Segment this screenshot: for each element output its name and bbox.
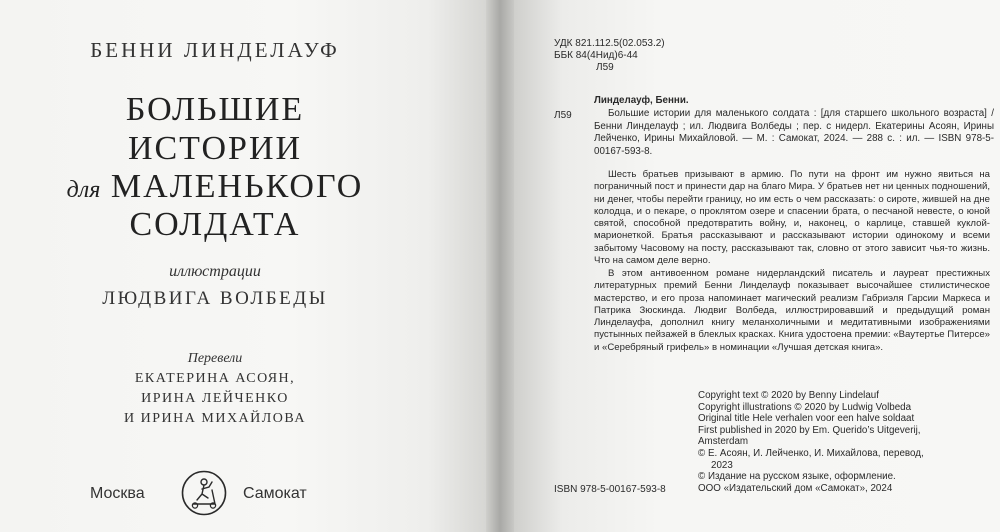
publisher-city: Москва [90,485,145,502]
copyright-line: 2023 [711,459,733,471]
copyright-block [698,390,998,494]
author-code: Л59 [596,62,614,73]
author-code-margin: Л59 [554,110,572,121]
illustrations-label: иллюстрации [169,263,261,280]
annotation-paragraph-1: Шесть братьев призывают в армию. По пути на фронт им нужно явиться на пограничный пост и принести дар на благо Мира. У братьев нет ни ценных подношений, ни денег, чтобы перейти границу, но им есть о чем рассказать: о сироте, жившей на дне колодца, и о пекаре, о проклятом озере и спасении брата, о песчаной невесте, о юной святой, способной предотвратить войну, и, наконец, о карлице, ставшей куклой-марионеткой. Братья рассказывают и рассказывают истории одинокому и всеми забытому Часовому на посту, рассказывают так, словно от этого зависит чья-то жизнь. Что на самом деле верно. [594,169,990,267]
copyright-line: © Е. Асоян, И. Лейченко, И. Михайлова, перевод, [698,447,924,459]
scooter-rider-icon [181,470,227,516]
copyright-line: First published in 2020 by Em. Querido’s Uitgeverij, [698,424,921,436]
copyright-line: Copyright text © 2020 by Benny Lindelauf [698,390,879,401]
translator-2: ИРИНА ЛЕЙЧЕНКО [141,391,289,406]
bbk-code: ББК 84(4Нид)6-44 [554,50,638,61]
copyright-line: © Издание на русском языке, оформление. [698,471,896,483]
annotation-paragraph-2: В этом антивоенном романе нидерландский писатель и лауреат престижных литературных премий Бенни Линделауф показывает высочайшее стилистическое мастерство, и его проза напоминает магический реализм Габриэля Гарсии Маркеса и Патрика Зюскинда. Людвиг Волбеда, иллюстрировавший и предыдущий роман Линделауфа, дополнил книгу меланхоличными и медитативными изображениями пустынных пейзажей в блеклых красках. Книга удостоена премии: «Ваутертье Питерсе» и «Серебряный грифель» в номинации «Лучшая детская книга». [594,268,990,353]
copyright-line: ООО «Издательский дом «Самокат», 2024 [698,482,893,494]
book-author: БЕННИ ЛИНДЕЛАУФ [90,38,340,62]
bibliographic-record [594,95,994,159]
translator-1: ЕКАТЕРИНА АСОЯН, [134,371,296,386]
book-title-line-4: СОЛДАТА [129,206,301,243]
isbn-number: ISBN 978-5-00167-593-8 [554,484,666,495]
book-gutter [486,0,514,532]
publisher-name: Самокат [243,485,307,502]
udk-code: УДК 821.112.5(02.053.2) [554,38,665,49]
book-title-word: МАЛЕНЬКОГО [110,168,364,205]
illustrator-name: ЛЮДВИГА ВОЛБЕДЫ [102,288,328,309]
biblio-body: Большие истории для маленького солдата : [для старшего школьного возраста] / Бенни Линделауф ; ил. Людвига Волбеды ; пер. с нидерл. Екатерины Асоян, Ирины Лейченко, Ирины Михайловой. — М. : Самокат, 2024. — 288 с. : ил. — ISBN 978-5-00167-593-8. [594,107,994,158]
translated-label: Перевели [187,351,243,366]
book-title-preposition: для [66,177,101,203]
copyright-line: Amsterdam [698,436,749,448]
copyright-line: Copyright illustrations © 2020 by Ludwig Volbeda [698,401,912,413]
book-title-line-1: БОЛЬШИЕ [125,91,305,128]
left-page-title [0,0,486,532]
book-title-line-3 [0,167,430,210]
right-page-imprint [514,0,1000,532]
translator-3: И ИРИНА МИХАЙЛОВА [124,411,306,426]
biblio-heading: Линделауф, Бенни. [594,95,689,106]
book-title-line-2: ИСТОРИИ [127,130,303,167]
copyright-line: Original title Hele verhalen voor een halve soldaat [698,413,915,425]
